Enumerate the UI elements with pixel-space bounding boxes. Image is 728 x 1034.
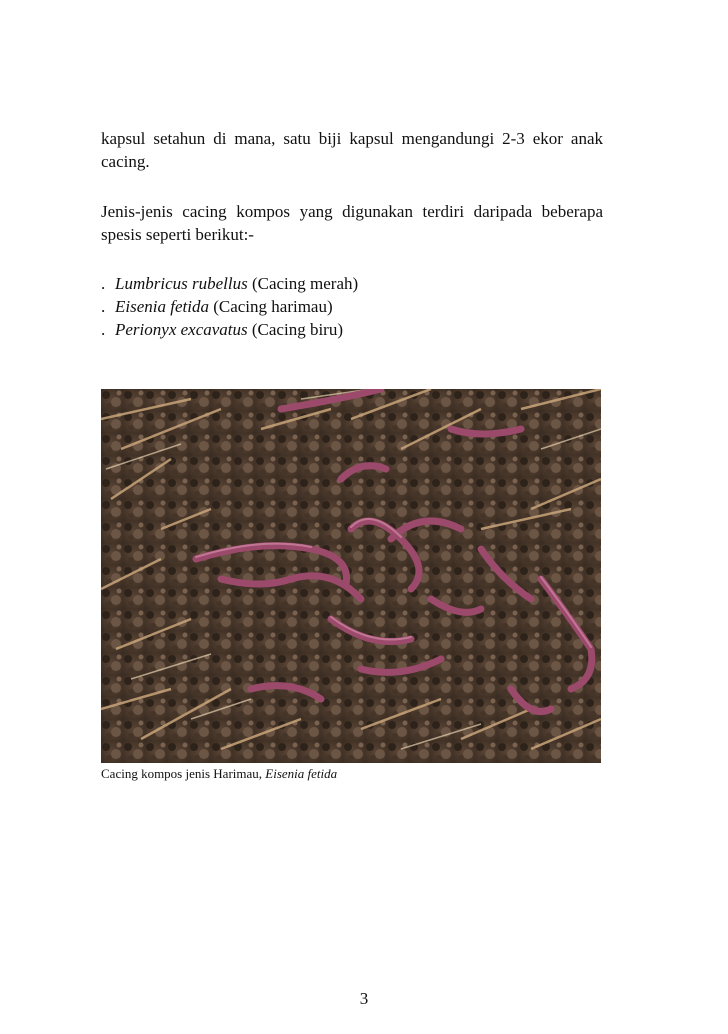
species-item bbox=[101, 272, 358, 295]
species-list bbox=[101, 272, 358, 341]
compost-worms-photo bbox=[101, 389, 601, 763]
paragraph-capsule: kapsul setahun di mana, satu biji kapsul mengandungi 2-3 ekor anak cacing. bbox=[101, 129, 603, 171]
paragraph-species-intro: Jenis-jenis cacing kompos yang digunakan terdiri daripada beberapa spesis seperti berikut:- bbox=[101, 202, 603, 244]
species-common-name: (Cacing merah) bbox=[251, 274, 359, 293]
bullet-mark: . bbox=[101, 320, 106, 339]
worm-compost-illustration bbox=[101, 389, 601, 763]
species-common-name: (Cacing harimau) bbox=[213, 297, 333, 316]
species-common-name: (Cacing biru) bbox=[251, 320, 343, 339]
species-latin-name: Perionyx excavatus bbox=[115, 320, 248, 339]
species-latin-name: Eisenia fetida bbox=[115, 297, 209, 316]
species-item bbox=[101, 318, 358, 341]
page-number: 3 bbox=[359, 989, 369, 1008]
species-latin-name: Lumbricus rubellus bbox=[115, 274, 248, 293]
bullet-mark: . bbox=[101, 274, 106, 293]
species-item bbox=[101, 295, 358, 318]
caption-text: Cacing kompos jenis Harimau, bbox=[101, 766, 266, 781]
figure-caption bbox=[101, 765, 337, 782]
caption-latin-name: Eisenia fetida bbox=[265, 766, 338, 781]
bullet-mark: . bbox=[101, 297, 106, 316]
